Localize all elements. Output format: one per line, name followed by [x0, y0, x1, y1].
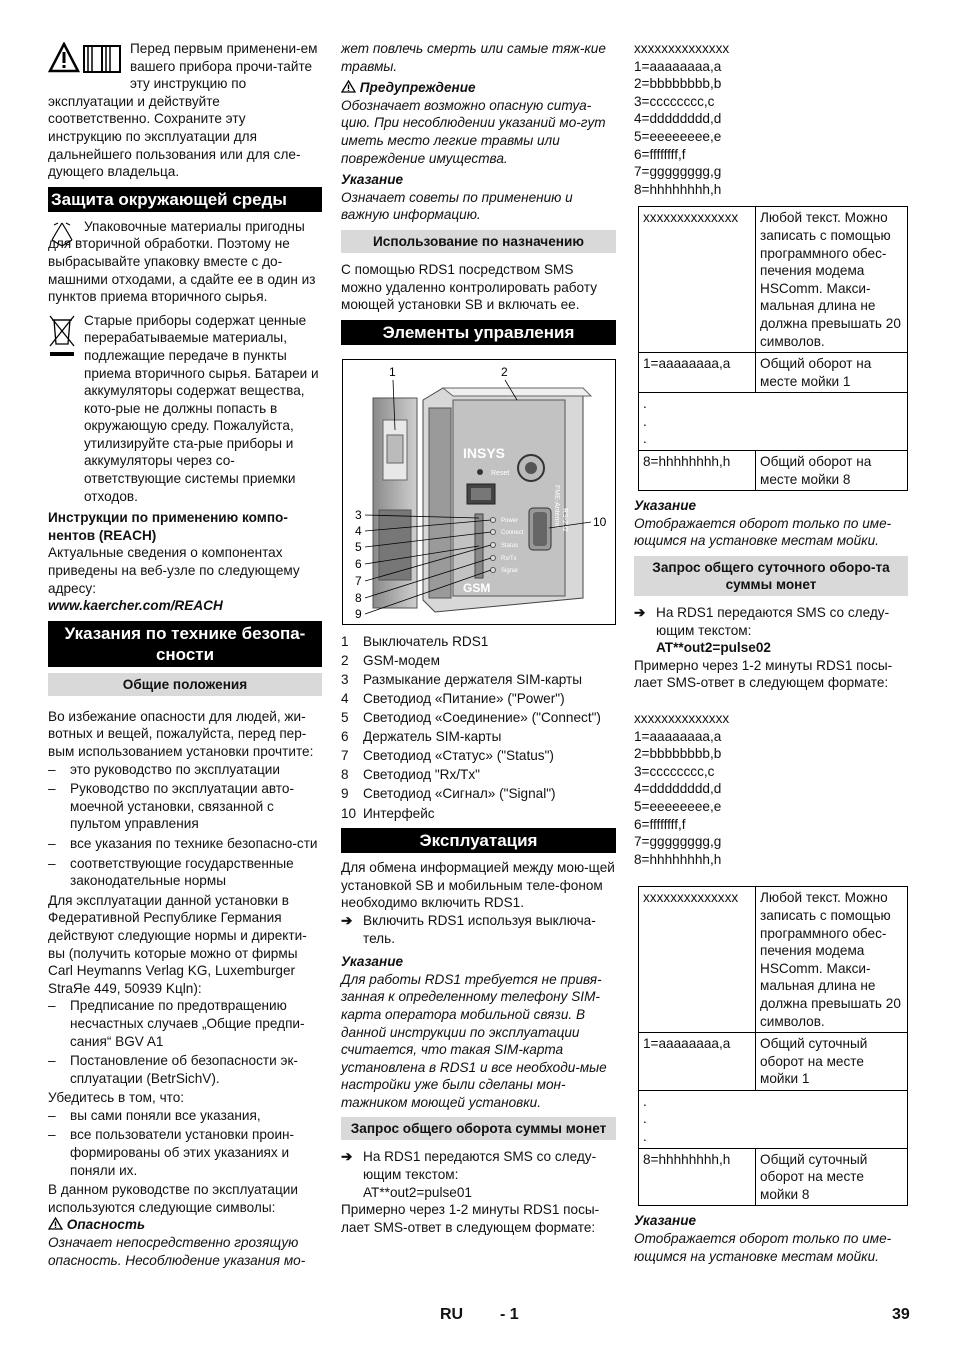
column-1	[48, 40, 322, 1269]
warning-text: Обозначает возможно опасную ситуа-цию. При несоблюдении указаний мо-гут иметь место легкие травмы или повреждение имущества.	[341, 97, 606, 166]
note-text: Означает советы по применению и важную информацию.	[341, 189, 573, 223]
operation-text: Для обмена информацией между мою-щей установкой SB и мобильным теле-фоном необходимо включить RDS1.	[341, 860, 615, 911]
warning-manual-icons	[48, 42, 122, 79]
table-row: 1=aaaaaaaa,a Общий оборот на месте мойки 1	[639, 353, 908, 393]
format-line: 4=dddddddd,d	[634, 111, 722, 127]
format-line: 6=ffffffff,f	[634, 816, 686, 832]
led-label-connect: Connect	[501, 529, 524, 536]
callout-1: 1	[389, 364, 396, 379]
env-heading: Защита окружающей среды	[48, 187, 322, 212]
daily-step: ➔ На RDS1 передаются SMS со следу-ющим текстом:	[634, 605, 890, 638]
format-line: 3=cccccccc,c	[634, 763, 715, 779]
table-row: . . .	[639, 393, 908, 451]
table-row: . . .	[639, 1090, 908, 1148]
format-line: 2=bbbbbbbb,b	[634, 76, 722, 92]
callout-7: 7	[355, 573, 362, 588]
note-label: Указание	[341, 172, 404, 188]
footer-language: RU	[440, 1306, 464, 1323]
format-block-2	[634, 710, 908, 868]
note2-text: Отображается оборот только по име-ющимся на установке местам мойки.	[634, 1231, 892, 1264]
rs232-label: RS-232	[561, 507, 568, 532]
table-row: xxxxxxxxxxxxxx Любой текст. Можно записать с помощью программного обес-печения модема HSComm. Макси-мальная длина не должна превышать 20 символов.	[639, 887, 908, 1033]
note-label: Указание	[634, 498, 697, 514]
reach-url[interactable]: www.kaercher.com/REACH	[48, 598, 223, 614]
recycle-icon	[48, 220, 76, 255]
arrow-right-icon: ➔	[634, 605, 646, 621]
format-line: 5=eeeeeeee,e	[634, 798, 722, 814]
ensure-list	[48, 1107, 322, 1179]
parts-item: 3 Размыкание держателя SIM-карты	[341, 671, 583, 687]
table-row: 8=hhhhhhhh,h Общий оборот на месте мойки 8	[639, 451, 908, 491]
recycle-paragraph	[48, 218, 322, 306]
env-p1: Упаковочные материалы пригодны для вторичной обработки. Поэтому не выбрасывайте упаковку вместе с до-машними отходами, а сдайте ее в один из пунктов приема вторичного сырья.	[48, 218, 316, 305]
operation-step: ➔ Включить RDS1 используя выключа-тель.	[341, 912, 596, 946]
symbols-text: В данном руководстве по эксплуатации используются следующие символы:	[48, 1182, 298, 1215]
general-heading: Общие положения	[48, 673, 322, 696]
arrow-right-icon: ➔	[341, 912, 353, 928]
format-line: 7=gggggggg,g	[634, 834, 722, 850]
warning-label: Предупреждение	[341, 79, 616, 97]
parts-item: 10 Интерфейс	[341, 805, 435, 821]
warning-triangle-icon	[48, 1217, 63, 1230]
env-p2: Старые приборы содержат ценные перерабатываемые материалы, подлежащие передаче в пункты приема вторичного сырья. Батареи и аккумуляторы содержат вещества, кото-рые не должны попасть в окружающую среду. Пожалуйста, утилизируйте ста-рые приборы и аккумуляторы через со-ответствующие системы приемки отходов.	[84, 312, 319, 504]
gsm-label: GSM	[463, 580, 491, 595]
parts-item: 6 Держатель SIM-карты	[341, 729, 502, 745]
operation-heading: Эксплуатация	[341, 828, 616, 853]
led-label-power: Power	[501, 517, 519, 524]
format-table-1	[638, 206, 908, 491]
footer-page-label: - 1	[500, 1306, 519, 1323]
ensure-text: Убедитесь в том, что:	[48, 1090, 185, 1106]
list-item: – это руководство по эксплуатации	[48, 761, 280, 777]
general-list	[48, 761, 322, 890]
format-line: 1=aaaaaaaa,a	[634, 728, 722, 744]
callout-10: 10	[593, 514, 607, 529]
format-line: 2=bbbbbbbb,b	[634, 746, 722, 762]
daily-heading: Запрос общего суточного оборо-та суммы монет	[634, 556, 908, 596]
list-item: – Постановление об безопасности эк-сплуатации (BetrSichV).	[48, 1053, 298, 1086]
column-3	[634, 40, 908, 1265]
general-p1: Во избежание опасности для людей, жи-вотных и вещей, пожалуйста, перед пер-вым использованием установки прочтите:	[48, 708, 314, 759]
list-item: – вы сами поняли все указания,	[48, 1107, 261, 1123]
list-item: – все пользователи установки проин-формированы об этих указаниях и поняли их.	[48, 1127, 295, 1178]
query-heading: Запрос общего оборота суммы монет	[341, 1117, 616, 1140]
parts-item: 5 Светодиод «Соединение» ("Connect")	[341, 710, 601, 726]
note-text: Отображается оборот только по име-ющимся на установке местам мойки.	[634, 515, 892, 549]
format-line: 1=aaaaaaaa,a	[634, 58, 722, 74]
table-row: xxxxxxxxxxxxxx Любой текст. Можно записать с помощью программного обес-печения модема HSComm. Макси-мальная длина не должна превышать 20 символов.	[639, 207, 908, 353]
callout-3: 3	[355, 507, 362, 522]
callout-2: 2	[501, 364, 508, 379]
format-table-2	[638, 886, 908, 1206]
fme-label: FME-Antenne	[553, 484, 560, 528]
format-line: 4=dddddddd,d	[634, 781, 722, 797]
footer-page-number: 39	[892, 1306, 910, 1323]
insys-label: INSYS	[463, 444, 506, 461]
general-p2: Для эксплуатации данной установки в Федеративной Республике Германия действуют следующие нормы и директи-вы (получить которые можно от фирмы Carl Heymanns Verlag KG, Luxemburger StraЯe 449, 50939 Kцln):	[48, 892, 307, 996]
format-line: xxxxxxxxxxxxxx	[634, 41, 730, 56]
table-row: 8=hhhhhhhh,h Общий суточный оборот на месте мойки 8	[639, 1148, 908, 1206]
crossed-bin-icon	[48, 314, 76, 363]
format-line: 7=gggggggg,g	[634, 164, 722, 180]
note2-label: Указание	[341, 954, 404, 970]
format-block-1	[634, 40, 908, 198]
format-line: 8=hhhhhhhh,h	[634, 181, 722, 197]
reset-label: Reset	[491, 469, 510, 477]
led-label-status: Status	[501, 542, 519, 549]
led-label-rxtx: Rx/Tx	[501, 555, 517, 562]
device-figure	[342, 359, 616, 625]
parts-item: 9 Светодиод «Сигнал» ("Signal")	[341, 786, 556, 802]
format-line: 5=eeeeeeee,e	[634, 128, 722, 144]
intro-text: Перед первым применени-ем вашего прибора прочи-тайте эту инструкцию по эксплуатации и действуйте соответственно. Сохраните эту инструкцию по эксплуатации для дальнейшего пользования или для сле-дующего владельца.	[48, 41, 318, 180]
led-label-signal: Signal	[501, 567, 518, 574]
parts-item: 8 Светодиод "Rx/Tx"	[341, 767, 480, 783]
list-item: – все указания по технике безопасно-сти	[48, 835, 318, 851]
warning-book-icon	[48, 42, 122, 74]
warning-triangle-icon	[341, 80, 356, 93]
controls-heading: Элементы управления	[341, 320, 616, 345]
parts-item: 7 Светодиод «Статус» ("Status")	[341, 748, 554, 764]
reach-text: Актуальные сведения о компонентах приведены на веб-узле по следующему адресу:	[48, 545, 300, 596]
format-line: 6=ffffffff,f	[634, 146, 686, 162]
format-line: 3=cccccccc,c	[634, 93, 715, 109]
column-2	[341, 40, 616, 1236]
danger-text: Означает непосредственно грозящую опасность. Несоблюдение указания мо-	[48, 1235, 306, 1268]
parts-item: 2 GSM-модем	[341, 652, 440, 668]
norms-list	[48, 997, 322, 1087]
daily-reply: Примерно через 1-2 минуты RDS1 посы-лает SMS-ответ в следующем формате:	[634, 657, 893, 691]
danger-label: Опасность	[48, 1216, 322, 1234]
parts-item: 4 Светодиод «Питание» ("Power")	[341, 691, 565, 706]
callout-4: 4	[355, 523, 362, 538]
parts-list	[341, 633, 616, 822]
callout-5: 5	[355, 539, 362, 554]
table-row: 1=aaaaaaaa,a Общий суточный оборот на месте мойки 1	[639, 1033, 908, 1091]
format-line: 8=hhhhhhhh,h	[634, 851, 722, 867]
note2-label: Указание	[634, 1213, 697, 1229]
danger-text-cont: жет повлечь смерть или самые тяж-кие травмы.	[341, 41, 606, 74]
query-reply: Примерно через 1-2 минуты RDS1 посы-лает SMS-ответ в следующем формате:	[341, 1202, 600, 1235]
list-item: – Руководство по эксплуатации авто-моечной установки, связанной с пультом управления	[48, 781, 294, 832]
format-line: xxxxxxxxxxxxxx	[634, 711, 730, 726]
callout-9: 9	[355, 606, 362, 621]
daily-command: AT**out2=pulse02	[656, 640, 771, 656]
parts-item: 1 Выключатель RDS1	[341, 633, 489, 649]
list-item: – Предписание по предотвращению несчастных случаев „Общие предпи-сания“ BGV A1	[48, 998, 305, 1049]
callout-6: 6	[355, 556, 362, 571]
query-step: ➔ На RDS1 передаются SMS со следу-ющим текстом:	[341, 1149, 597, 1183]
callout-8: 8	[355, 590, 362, 605]
query-command: AT**out2=pulse01	[363, 1184, 472, 1200]
note2-text: Для работы RDS1 требуется не привя-занная к определенному телефону SIM-карта оператора мобильной связи. В данной инструкции по эксплуатации считается, что такая SIM-карта установлена в RDS1 и все необходи-мые настройки уже были сделаны мон-тажником моющей установки.	[341, 971, 607, 1110]
use-text: С помощью RDS1 посредством SMS можно удаленно контролировать работу моющей установки SB и включать ее.	[341, 261, 597, 313]
list-item: – соответствующие государственные законодательные нормы	[48, 855, 294, 889]
safety-heading: Указания по технике безопа-сности	[48, 621, 322, 667]
weee-paragraph	[48, 312, 322, 506]
reach-heading: Инструкции по применению компо-нентов (REACH)	[48, 510, 288, 543]
use-heading: Использование по назначению	[341, 230, 616, 253]
rds1-device-illustration	[343, 360, 615, 624]
arrow-right-icon: ➔	[341, 1149, 353, 1165]
